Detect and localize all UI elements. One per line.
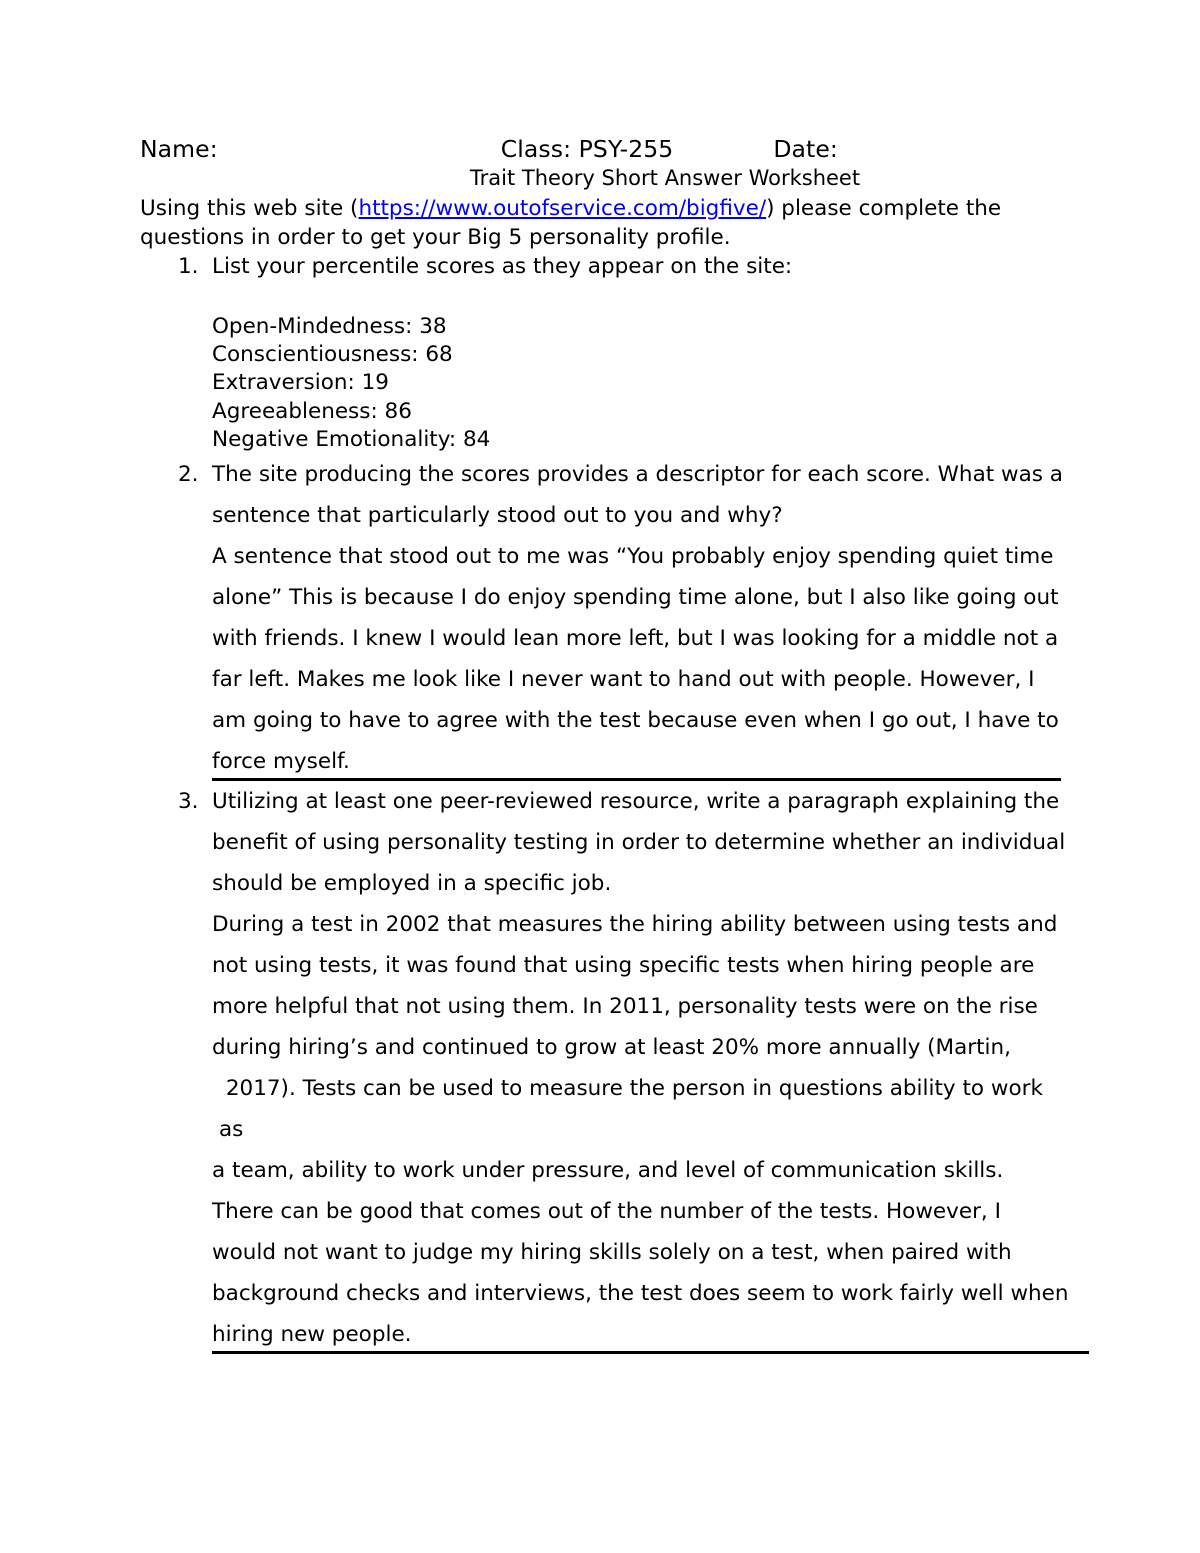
answer-line: more helpful that not using them. In 2011, personality tests were on the rise (212, 994, 1038, 1020)
question-3 (140, 781, 1070, 1354)
intro-paragraph (140, 194, 1022, 252)
answer-line: am going to have to agree with the test because even when I go out, I have to (212, 708, 1059, 734)
answer-line: far left. Makes me look like I never want to hand out with people. However, I (212, 667, 1035, 693)
date-label: Date: (773, 135, 838, 163)
answer-line: during hiring’s and continued to grow at least 20% more annually (Martin, (212, 1035, 1011, 1061)
question-3-number: 3. (178, 789, 199, 815)
question-1-number: 1. (178, 254, 199, 279)
intro-text-before-link: Using this web site ( (140, 196, 359, 221)
document-body (140, 134, 1070, 1354)
question-1-prompt: List your percentile scores as they appear on the site: (212, 254, 793, 279)
answer-line: alone” This is because I do enjoy spending time alone, but I also like going out (212, 585, 1059, 611)
score-agreeableness: Agreeableness: 86 (212, 398, 412, 424)
answer-line: would not want to judge my hiring skills solely on a test, when paired with (212, 1240, 1012, 1266)
answer-line: background checks and interviews, the test does seem to work fairly well when (212, 1281, 1069, 1307)
answer-line: not using tests, it was found that using specific tests when hiring people are (212, 953, 1035, 979)
score-extraversion: Extraversion: 19 (212, 370, 389, 396)
question-2-prompt-line: sentence that particularly stood out to you and why? (212, 503, 783, 529)
score-open-mindedness: Open-Mindedness: 38 (212, 314, 447, 339)
question-2-prompt (212, 454, 1070, 536)
worksheet-title: Trait Theory Short Answer Worksheet (469, 166, 861, 190)
question-2-answer[interactable] (212, 536, 1070, 782)
answer-line: force myself. (212, 749, 350, 775)
answer-line: 2017). Tests can be used to measure the person in questions ability to work as (219, 1076, 1050, 1143)
answer-line: During a test in 2002 that measures the hiring ability between using tests and (212, 912, 1058, 938)
score-conscientiousness: Conscientiousness: 68 (212, 342, 453, 368)
score-negative-emotionality: Negative Emotionality: 84 (212, 426, 491, 452)
answer-line: A sentence that stood out to me was “You probably enjoy spending quiet time (212, 544, 1054, 570)
question-3-answer[interactable] (212, 904, 1070, 1355)
answer-line: with friends. I knew I would lean more left, but I was looking for a middle not a (212, 626, 1059, 652)
question-3-prompt-line: Utilizing at least one peer-reviewed resource, write a paragraph explaining the (212, 789, 1060, 815)
answer-line: hiring new people. (212, 1322, 412, 1348)
questions-list (140, 252, 1070, 1354)
bigfive-survey-link[interactable]: https://www.outofservice.com/bigfive/ (358, 196, 767, 221)
question-3-prompt-line: benefit of using personality testing in order to determine whether an individual (212, 830, 1066, 856)
answer-line: There can be good that comes out of the number of the tests. However, I (212, 1199, 1001, 1225)
question-2 (140, 454, 1070, 781)
intro-text-after-link: ) please complete the questions in order to get your Big 5 personality profile. (140, 196, 1002, 250)
question-2-number: 2. (178, 462, 199, 488)
question-1 (140, 252, 1070, 454)
question-3-prompt-line: should be employed in a specific job. (212, 871, 612, 897)
question-2-prompt-line: The site producing the scores provides a descriptor for each score. What was a (212, 462, 1063, 488)
name-label: Name: (140, 135, 218, 163)
question-3-prompt (212, 781, 1070, 904)
worksheet-header-row (140, 134, 1070, 164)
percentile-scores-list (212, 313, 1070, 454)
answer-line: a team, ability to work under pressure, and level of communication skills. (212, 1158, 1004, 1184)
class-label: Class: PSY-255 (500, 135, 674, 163)
